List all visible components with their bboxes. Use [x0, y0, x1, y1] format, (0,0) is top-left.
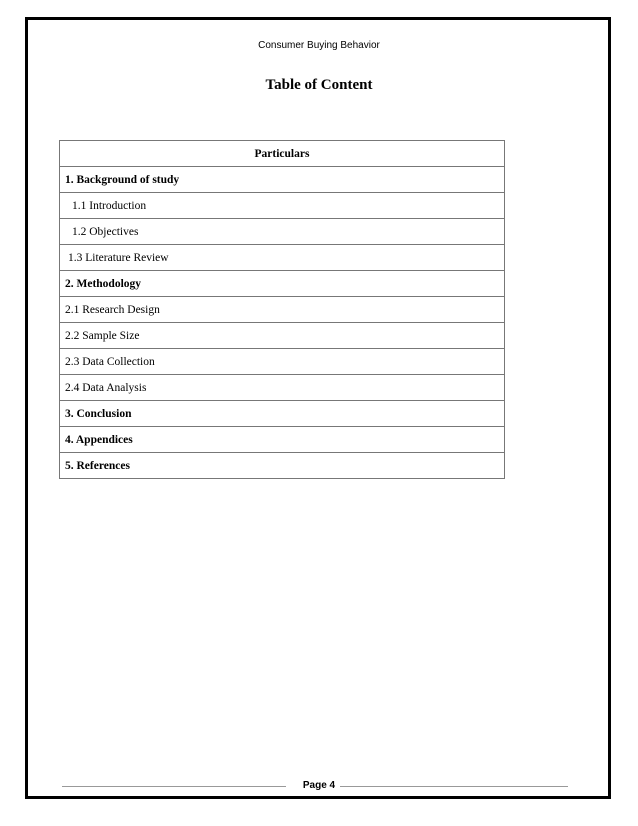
table-row — [60, 245, 505, 271]
page-title: Table of Content — [265, 77, 373, 93]
table-row — [60, 297, 505, 323]
table-row — [60, 401, 505, 427]
toc-entry-objectives: 1.2 Objectives — [60, 219, 505, 245]
footer-rule-right — [340, 786, 568, 787]
toc-entry-references: 5. References — [60, 453, 505, 479]
toc-entry-background-of-study: 1. Background of study — [60, 167, 505, 193]
table-row — [60, 453, 505, 479]
table-row — [60, 375, 505, 401]
toc-entry-conclusion: 3. Conclusion — [60, 401, 505, 427]
table-row — [60, 349, 505, 375]
toc-entry-sample-size: 2.2 Sample Size — [60, 323, 505, 349]
toc-entry-methodology: 2. Methodology — [60, 271, 505, 297]
toc-entry-introduction: 1.1 Introduction — [60, 193, 505, 219]
table-header-row — [60, 141, 505, 167]
table-row — [60, 219, 505, 245]
toc-entry-literature-review: 1.3 Literature Review — [60, 245, 505, 271]
page-number: Page 4 — [302, 780, 336, 791]
table-row — [60, 271, 505, 297]
toc-entry-data-analysis: 2.4 Data Analysis — [60, 375, 505, 401]
toc-entry-appendices: 4. Appendices — [60, 427, 505, 453]
toc-table — [59, 140, 505, 479]
table-row — [60, 167, 505, 193]
column-header-particulars: Particulars — [60, 141, 505, 167]
running-header: Consumer Buying Behavior — [258, 40, 380, 51]
toc-entry-research-design: 2.1 Research Design — [60, 297, 505, 323]
table-row — [60, 323, 505, 349]
table-row — [60, 427, 505, 453]
table-row — [60, 193, 505, 219]
toc-entry-data-collection: 2.3 Data Collection — [60, 349, 505, 375]
